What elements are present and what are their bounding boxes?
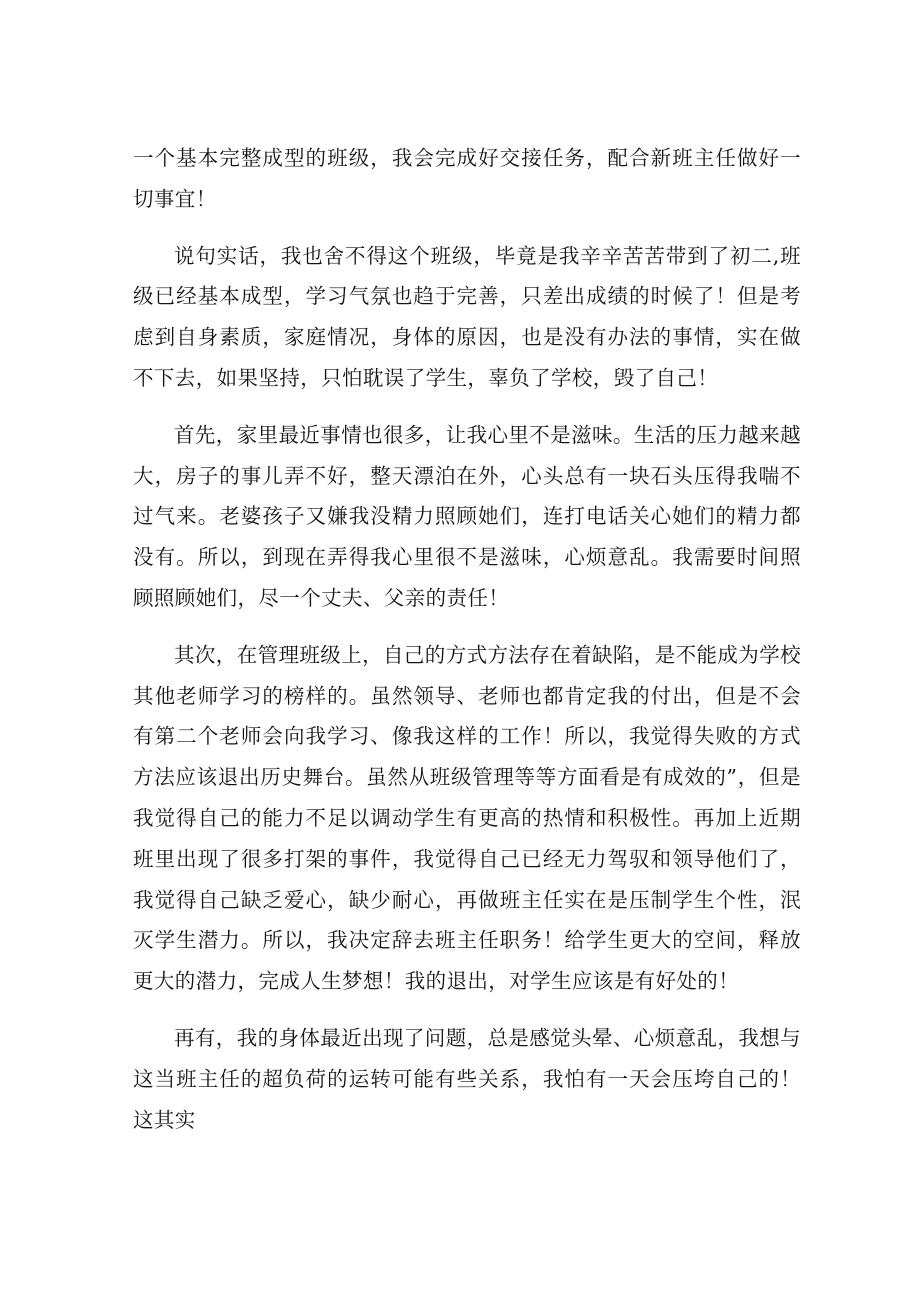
paragraph-management-reasons: 其次，在管理班级上，自己的方式方法存在着缺陷，是不能成为学校其他老师学习的榜样的。虽然领导、老师也都肯定我的付出，但是不会有第二个老师会向我学习、像我这样的工作！所以，我觉得失败的方式方法应该退出历史舞台。虽然从班级管理等等方面看是有成效的”，但是我觉得自己的能力不足以调动学生有更高的热情和积极性。再加上近期班里出现了很多打架的事件，我觉得自己已经无力驾驭和领导他们了，我觉得自己缺乏爱心，缺少耐心，再做班主任实在是压制学生个性，泯灭学生潜力。所以，我决定辞去班主任职务！给学生更大的空间，释放更大的潜力，完成人生梦想！我的退出，对学生应该是有好处的！: [133, 642, 801, 994]
paragraph-honest-words: 说句实话，我也舍不得这个班级，毕竟是我辛辛苦苦带到了初二,班级已经基本成型，学习气氛也趋于完善，只差出成绩的时候了！但是考虑到自身素质，家庭情况，身体的原因，也是没有办法的事情，实在做不下去，如果坚持，只怕耽误了学生，辜负了学校，毁了自己！: [133, 243, 801, 390]
paragraph-family-reasons: 首先，家里最近事情也很多，让我心里不是滋味。生活的压力越来越大，房子的事儿弄不好，整天漂泊在外，心头总有一块石头压得我喘不过气来。老婆孩子又嫌我没精力照顾她们，连打电话关心她们的精力都没有。所以，到现在弄得我心里很不是滋味，心烦意乱。我需要时间照顾照顾她们，尽一个丈夫、父亲的责任！: [133, 422, 801, 610]
paragraph-handover: 一个基本完整成型的班级，我会完成好交接任务，配合新班主任做好一切事宜！: [133, 146, 801, 211]
paragraph-health-reasons: 再有，我的身体最近出现了问题，总是感觉头晕、心烦意乱，我想与这当班主任的超负荷的运转可能有些关系，我怕有一天会压垮自己的！这其实: [133, 1025, 801, 1132]
document-body: [133, 138, 801, 1156]
